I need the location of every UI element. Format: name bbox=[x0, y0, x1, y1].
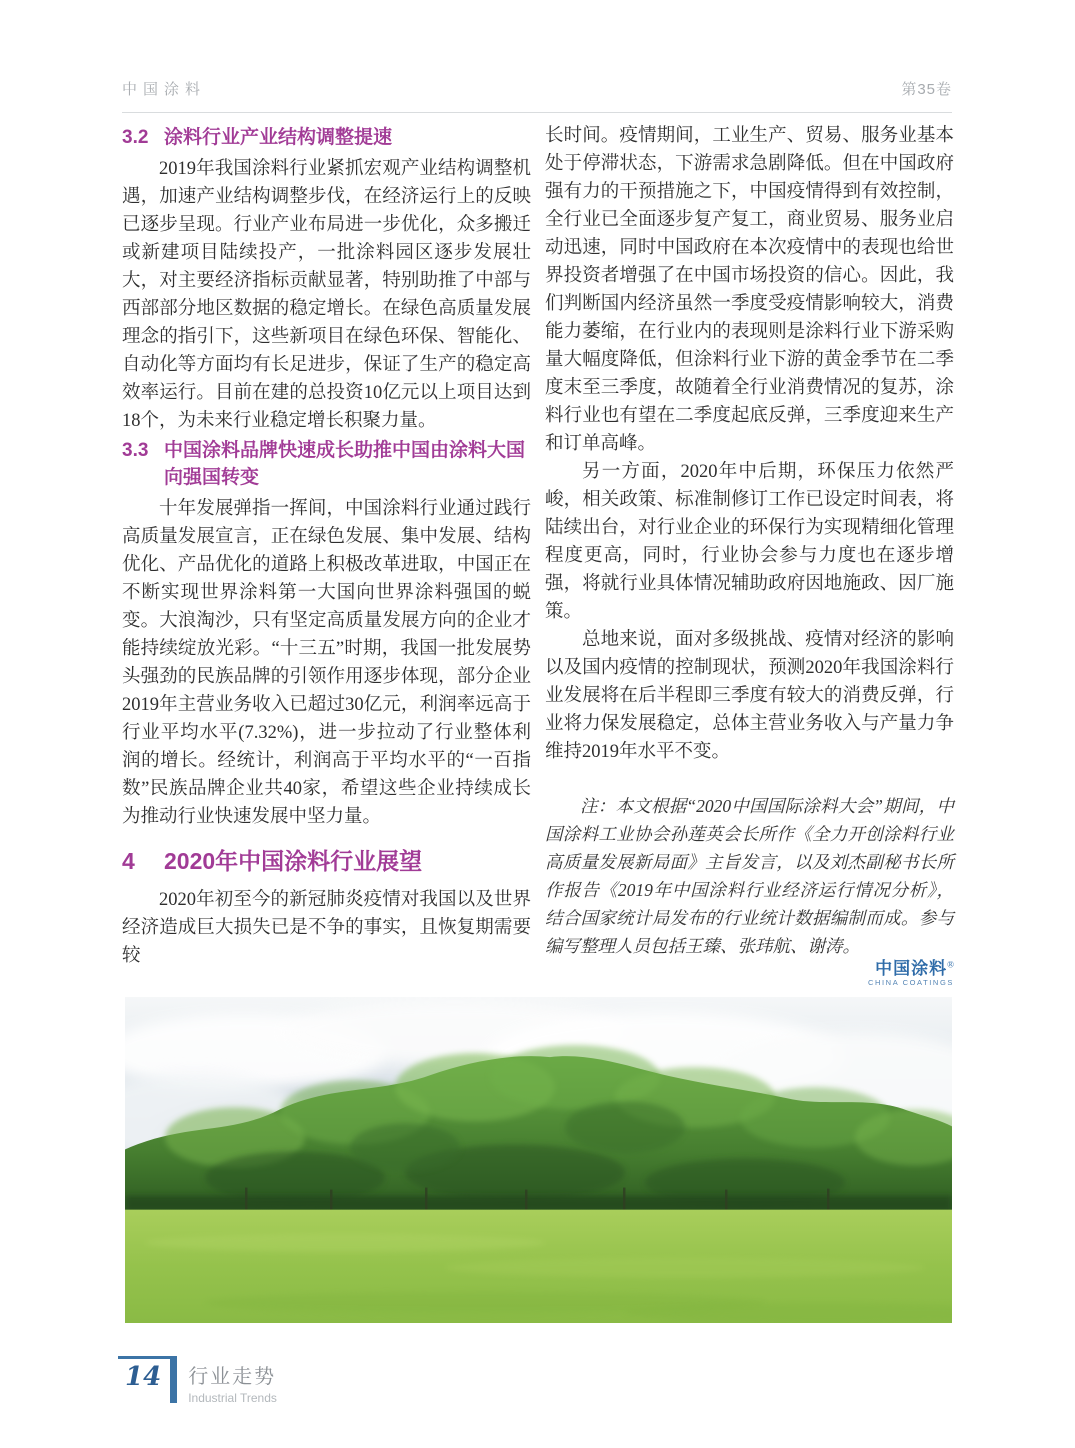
section-3-3-title: 中国涂料品牌快速成长助推中国由涂料大国向强国转变 bbox=[164, 440, 526, 488]
section-3-2-heading bbox=[122, 124, 531, 151]
volume-label: 第35卷 bbox=[901, 81, 952, 98]
section-4-body: 2020年初至今的新冠肺炎疫情对我国以及世界经济造成巨大损失已是不争的事实，且恢复期需要较 bbox=[122, 890, 531, 966]
photo-illustration bbox=[125, 997, 952, 1323]
footer-section-cn: 行业走势 bbox=[188, 1366, 277, 1388]
paragraph-2: 另一方面，2020年中后期，环保压力依然严峻，相关政策、标准制修订工作已设定时间表，将陆续出台，对行业企业的环保行为实现精细化管理程度更高，同时，行业协会参与力度也在逐步增强，将就行业具体情况辅助政府因地施政、因厂施策。 bbox=[545, 462, 954, 622]
paragraph-3: 总地来说，面对多级挑战、疫情对经济的影响以及国内疫情的控制现状，预测2020年我国涂料行业发展将在后半程即三季度有较大的消费反弹，行业将力保发展稳定，总体主营业务收入与产量力争维持2019年水平不变。 bbox=[545, 630, 954, 762]
right-column bbox=[545, 122, 954, 987]
section-3-2-title: 涂料行业产业结构调整提速 bbox=[164, 127, 393, 148]
section-4-title: 2020年中国涂料行业展望 bbox=[164, 848, 423, 874]
section-4-number: 4 bbox=[122, 848, 135, 874]
section-4-heading bbox=[122, 846, 531, 876]
left-column bbox=[122, 122, 531, 970]
journal-title: 中国涂料 bbox=[122, 81, 207, 98]
editorial-note: 注：本文根据“2020中国国际涂料大会”期间，中国涂料工业协会孙莲英会长所作《全力开创涂料行业高质量发展新局面》主旨发言，以及刘杰副秘书长所作报告《2019年中国涂料行业经济运行情况分析》，结合国家统计局发布的行业统计数据编制而成。参与编写整理人员包括王臻、张玮航、谢涛。 bbox=[545, 796, 954, 956]
section-3-3-number: 3.3 bbox=[122, 440, 149, 461]
header-rule bbox=[122, 112, 952, 113]
page-number: 14 bbox=[125, 1362, 162, 1392]
section-3-2-body: 2019年我国涂料行业紧抓宏观产业结构调整机遇，加速产业结构调整步伐，在经济运行上的反映已逐步呈现。行业产业布局进一步优化，众多搬迁或新建项目陆续投产，一批涂料园区逐步发展壮大，对主要经济指标贡献显著，特别助推了中部与西部部分地区数据的稳定增长。在绿色高质量发展理念的指引下，这些新项目在绿色环保、智能化、自动化等方面均有长足进步，保证了生产的稳定高效率运行。目前在建的总投资10亿元以上项目达到18个，为未来行业稳定增长积聚力量。 bbox=[122, 159, 531, 431]
footer-divider-bar bbox=[170, 1356, 177, 1403]
registered-mark-icon: ® bbox=[947, 959, 954, 970]
section-3-3-heading bbox=[122, 437, 531, 491]
forest-lawn-photo bbox=[125, 997, 952, 1323]
footer-section-en: Industrial Trends bbox=[188, 1391, 277, 1405]
footer-section-labels bbox=[188, 1356, 277, 1405]
china-coatings-logo bbox=[545, 960, 954, 987]
logo-name: 中国涂料 bbox=[875, 959, 948, 978]
section-3-2-number: 3.2 bbox=[122, 127, 149, 148]
logo-subtitle: CHINA COATINGS bbox=[867, 977, 954, 987]
page-number-box bbox=[118, 1356, 170, 1393]
page-footer bbox=[118, 1356, 277, 1405]
paragraph-continuation: 长时间。疫情期间，工业生产、贸易、服务业基本处于停滞状态，下游需求急剧降低。但在中国政府强有力的干预措施之下，中国疫情得到有效控制，全行业已全面逐步复产复工，商业贸易、服务业启动迅速，同时中国政府在本次疫情中的表现也给世界投资者增强了在中国市场投资的信心。因此，我们判断国内经济虽然一季度受疫情影响较大，消费能力萎缩，在行业内的表现则是涂料行业下游采购量大幅度降低，但涂料行业下游的黄金季节在二季度末至三季度，故随着全行业消费情况的复苏，涂料行业也有望在二季度起底反弹，三季度迎来生产和订单高峰。 bbox=[545, 126, 954, 454]
section-3-3-body: 十年发展弹指一挥间，中国涂料行业通过践行高质量发展宣言，正在绿色发展、集中发展、结构优化、产品优化的道路上积极改革进取，中国正在不断实现世界涂料第一大国向世界涂料强国的蜕变。大浪淘沙，只有坚定高质量发展方向的企业才能持续绽放光彩。“十三五”时期，我国一批发展势头强劲的民族品牌的引领作用逐步体现，部分企业2019年主营业务收入已超过30亿元，利润率远高于行业平均水平(7.32%)，进一步拉动了行业整体利润的增长。经统计，利润高于平均水平的“一百指数”民族品牌企业共40家，希望这些企业持续成长为推动行业快速发展中坚力量。 bbox=[122, 499, 531, 827]
